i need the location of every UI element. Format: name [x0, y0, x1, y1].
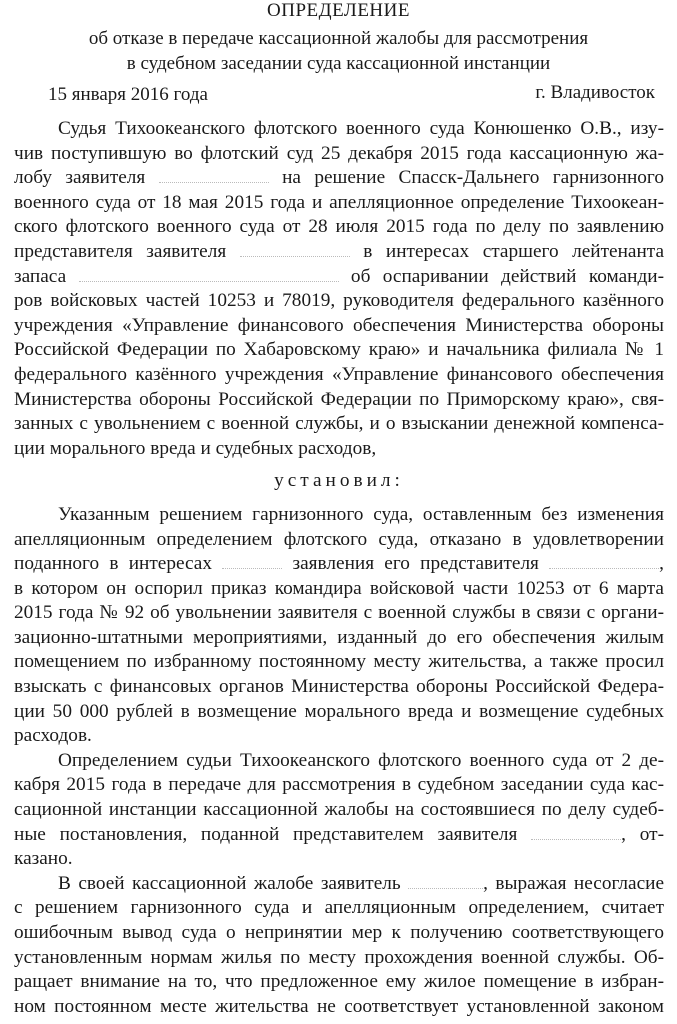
document-date: 15 января 2016 года: [48, 84, 208, 105]
text-segment: Судья Тихоокеанского флотского военного суда Конюшенко О.В., изу-: [58, 118, 664, 139]
text-line: [14, 552, 664, 577]
text-line: [14, 773, 664, 798]
text-line: [14, 191, 664, 216]
text-segment: ном постоянном месте жительства не соответствует установленной законом: [14, 995, 664, 1017]
text-segment: зационно-штатными мероприятиями, изданный до его обеспечения жилым: [14, 626, 664, 648]
text-line: [14, 142, 664, 167]
text-segment: занных с увольнением с военной службы, и о взыскании денежной компенса-: [14, 413, 664, 435]
text-line: [14, 412, 664, 437]
redacted-name: [408, 878, 483, 889]
text-line: [14, 823, 664, 848]
text-line: [14, 289, 664, 314]
text-line: [14, 240, 664, 265]
text-segment: военного суда от 18 мая 2015 года и апелляционное определение Тихоокеан-: [14, 191, 664, 213]
text-line: [14, 338, 664, 363]
text-segment: ции морального вреда и судебных расходов,: [14, 437, 377, 459]
text-line: [14, 503, 664, 528]
text-segment: взыскать с финансовых органов Министерства обороны Российской Федера-: [14, 676, 664, 698]
text-line: [14, 601, 664, 626]
text-segment: федерального казённого учреждения «Управление финансового обеспечения: [14, 363, 664, 385]
text-line: [14, 626, 664, 651]
text-segment: расходов.: [14, 725, 92, 747]
text-segment: апелляционным определением флотского суда, отказано в удовлетворении: [14, 528, 664, 550]
text-line: [14, 265, 664, 290]
text-line: [14, 388, 664, 413]
redacted-name: [240, 246, 350, 257]
document-subtitle-line-2: в судебном заседании суда кассационной инстанции: [126, 53, 551, 74]
text-line: [14, 117, 664, 142]
text-segment: ные постановления, поданной представителем заявителя: [14, 823, 532, 845]
document-subtitle-line-1: об отказе в передаче кассационной жалобы для рассмотрения: [88, 28, 589, 49]
text-segment: запаса: [14, 265, 79, 287]
text-segment: установленным нормам жилья по месту прохождения военной службы. Об-: [14, 946, 664, 968]
text-line: [14, 314, 664, 339]
text-line: [14, 798, 664, 823]
text-line: [14, 896, 664, 921]
text-segment: учреждения «Управление финансового обеспечения Министерства обороны: [14, 314, 664, 336]
text-line: [14, 921, 664, 946]
text-line: [14, 847, 664, 872]
text-segment: ,: [659, 553, 664, 575]
text-line: [14, 675, 664, 700]
text-segment: представителя заявителя: [14, 240, 240, 262]
text-segment: ров войсковых частей 10253 и 78019, руководителя федерального казённого: [14, 290, 664, 312]
text-line: [14, 528, 664, 553]
text-line: [14, 724, 664, 749]
text-segment: Определением судьи Тихоокеанского флотского военного суда от 2 де-: [58, 749, 664, 771]
text-segment: сационной инстанции кассационной жалобы на состоявшиеся по делу судеб-: [14, 799, 664, 821]
text-segment: ского флотского военного суда от 28 июля 2015 года по делу по заявлению: [14, 216, 664, 238]
text-line: [14, 749, 664, 774]
text-segment: Российской Федерации по Хабаровскому краю» и начальника филиала № 1: [14, 339, 664, 361]
text-segment: , от-: [621, 823, 664, 845]
text-line: [14, 650, 664, 675]
text-segment: помещением по избранному постоянному месту жительства, а также просил: [14, 651, 664, 673]
text-segment: кабря 2015 года в передаче для рассмотрения в судебном заседании суда кас-: [14, 774, 664, 796]
text-segment: Министерства обороны Российской Федерации по Приморскому краю», свя-: [14, 388, 664, 410]
text-line: [14, 872, 664, 897]
text-segment: В своей кассационной жалобе заявитель: [58, 872, 409, 894]
text-segment: в котором он оспорил приказ командира войсковой части 10253 от 6 марта: [14, 577, 664, 599]
text-line: [14, 970, 664, 995]
text-segment: ращает внимание на то, что предложенное ему жилое помещение в избран-: [14, 971, 664, 993]
text-segment: чив поступившую во флотский суд 25 декабря 2015 года кассационную жа-: [14, 142, 664, 164]
text-segment: Указанным решением гарнизонного суда, оставленным без изменения: [58, 503, 664, 525]
text-segment: установил:: [274, 470, 404, 492]
text-segment: ошибочным вывод суда о непринятии мер к получению соответствующего: [14, 922, 664, 943]
text-line: [14, 946, 664, 971]
text-line: [14, 577, 664, 602]
text-line: [14, 995, 664, 1020]
text-line: [14, 700, 664, 725]
redacted-name: [549, 558, 659, 569]
text-segment: поданного в интересах: [14, 553, 223, 575]
text-segment: об оспаривании действий команди-: [338, 265, 664, 287]
text-line: [14, 363, 664, 388]
redacted-name: [531, 829, 621, 840]
redacted-name: [79, 271, 339, 282]
text-line: [14, 215, 664, 240]
text-segment: лобу заявителя: [14, 167, 159, 189]
section-heading: [14, 469, 664, 494]
text-line: [14, 437, 664, 462]
document-title: ОПРЕДЕЛЕНИЕ: [267, 0, 410, 21]
document-body: [14, 117, 664, 1019]
text-segment: 2015 года № 92 об увольнении заявителя с военной службы в связи с органи-: [14, 602, 664, 624]
text-line: [14, 166, 664, 191]
text-segment: заявления его представителя: [282, 553, 550, 575]
text-segment: на решение Спасск-Дальнего гарнизонного: [268, 167, 664, 189]
text-segment: в интересах старшего лейтенанта: [349, 240, 665, 262]
redacted-name: [159, 172, 269, 183]
document-city: г. Владивосток: [535, 82, 655, 103]
redacted-name: [222, 558, 282, 569]
text-segment: казано.: [14, 848, 73, 870]
text-segment: ции 50 000 рублей в возмещение морального вреда и возмещение судебных: [14, 700, 664, 722]
text-segment: , выражая несогласие: [483, 872, 664, 894]
text-segment: с решением гарнизонного суда и апелляционным определением, считает: [14, 897, 664, 919]
